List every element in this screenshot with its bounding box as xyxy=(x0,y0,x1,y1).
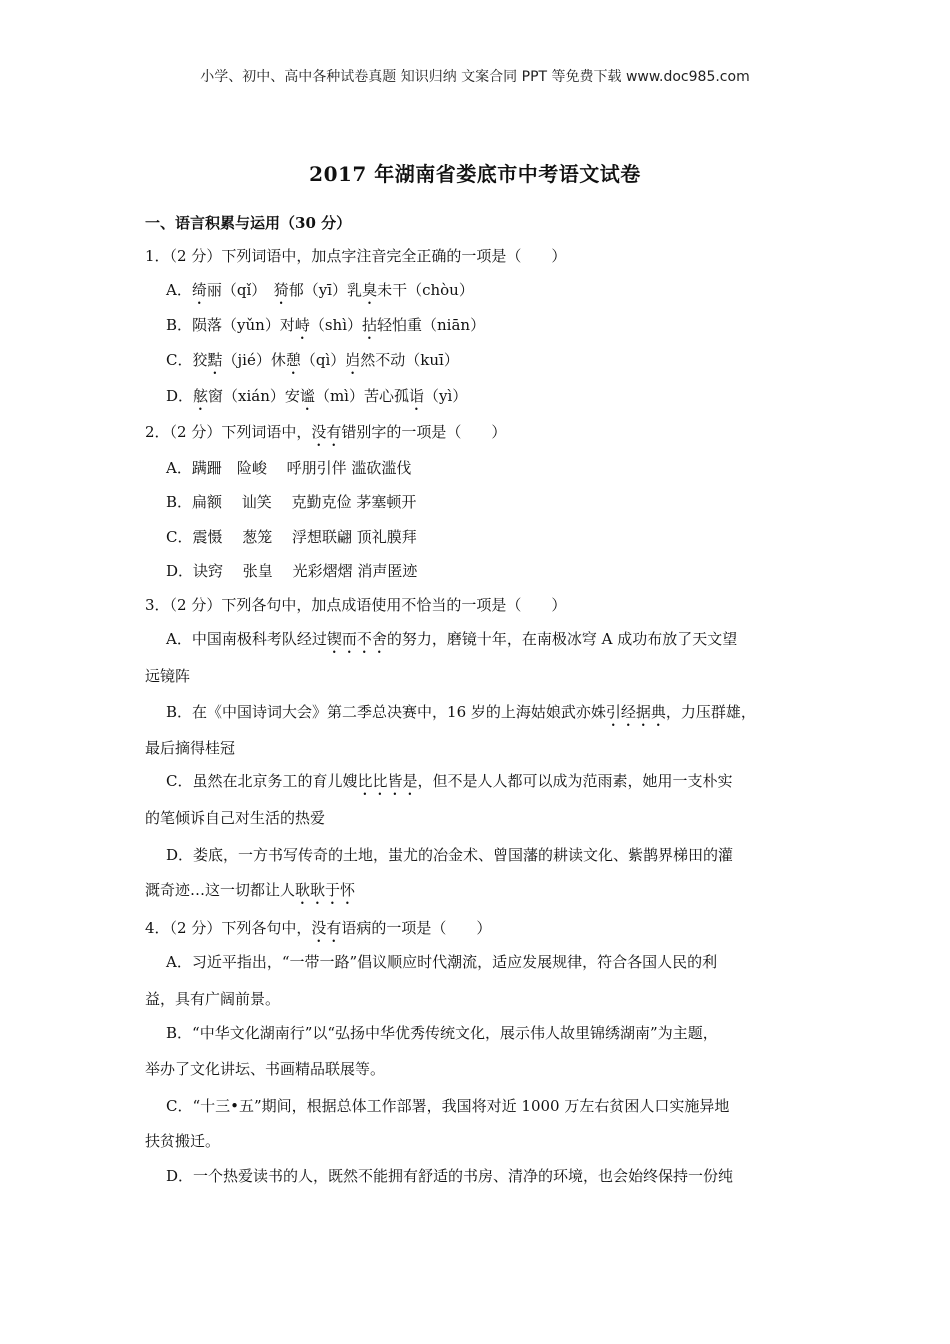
q4-option-a-cont: 益，具有广阔前景。 xyxy=(145,990,281,1008)
q3-option-b: B．在《中国诗词大会》第二季总决赛中，16 岁的上海姑娘武亦姝引经据典，力压群雄， xyxy=(166,703,756,721)
q3-option-a-cont: 远镜阵 xyxy=(145,667,191,685)
q4-option-d: D．一个热爱读书的人，既然不能拥有舒适的书房、清净的环境，也会始终保持一份纯 xyxy=(166,1167,734,1185)
q2-option-c: C．震慑 葱笼 浮想联翩 顶礼膜拜 xyxy=(166,528,417,546)
q3-stem: 3．（2 分）下列各句中，加点成语使用不恰当的一项是（ ） xyxy=(145,596,567,614)
q4-option-c-cont: 扶贫搬迁。 xyxy=(145,1132,221,1150)
q3-option-a: A．中国南极科考队经过锲而不舍的努力，磨镜十年，在南极冰穹 A 成功布放了天文望 xyxy=(166,630,738,648)
section-heading: 一、语言积累与运用（30 分） xyxy=(145,214,352,232)
q2-option-a: A．蹒跚 险峻 呼朋引伴 滥砍滥伐 xyxy=(166,459,412,477)
q4-option-b-cont: 举办了文化讲坛、书画精品联展等。 xyxy=(145,1060,386,1078)
q4-option-b: B．“中华文化湖南行”以“弘扬中华优秀传统文化，展示伟人故里锦绣湖南”为主题， xyxy=(166,1024,718,1042)
q3-option-b-cont: 最后摘得桂冠 xyxy=(145,739,236,757)
q1-option-d: D．舷窗（xián）安谧（mì）苦心孤诣（yì） xyxy=(166,387,468,405)
q2-stem: 2．（2 分）下列词语中，没有错别字的一项是（ ） xyxy=(145,423,507,441)
q1-stem: 1．（2 分）下列词语中，加点字注音完全正确的一项是（ ） xyxy=(145,247,567,265)
q3-option-c-cont: 的笔倾诉自己对生活的热爱 xyxy=(145,809,326,827)
q4-option-c: C．“十三•五”期间，根据总体工作部署，我国将对近 1000 万左右贫困人口实施异地 xyxy=(166,1097,730,1115)
exam-title: 2017 年湖南省娄底市中考语文试卷 xyxy=(309,162,641,186)
q3-option-d: D．娄底，一方书写传奇的土地，蚩尤的冶金术、曾国藩的耕读文化、紫鹊界梯田的灌 xyxy=(166,846,734,864)
q2-option-d: D．诀窍 张皇 光彩熠熠 消声匿迹 xyxy=(166,562,418,580)
page-header: 小学、初中、高中各种试卷真题 知识归纳 文案合同 PPT 等免费下载 www.doc985.com xyxy=(200,69,750,85)
q4-stem: 4．（2 分）下列各句中，没有语病的一项是（ ） xyxy=(145,919,492,937)
q1-option-c: C．狡黠（jié）休憩（qì）岿然不动（kuī） xyxy=(166,351,459,369)
q1-option-b: B．陨落（yǔn）对峙（shì）拈轻怕重（niān） xyxy=(166,316,486,334)
q3-option-d-cont: 溉奇迹…这一切都让人耿耿于怀 xyxy=(145,881,356,899)
q2-option-b: B．扁额 讪笑 克勤克俭 茅塞顿开 xyxy=(166,493,417,511)
q3-option-c: C．虽然在北京务工的育儿嫂比比皆是，但不是人人都可以成为范雨素，她用一支朴实 xyxy=(166,772,733,790)
q4-option-a: A．习近平指出，“一带一路”倡议顺应时代潮流，适应发展规律，符合各国人民的利 xyxy=(166,953,718,971)
q1-option-a: A．绮丽（qǐ） 猗郁（yī）乳臭未干（chòu） xyxy=(166,281,474,299)
